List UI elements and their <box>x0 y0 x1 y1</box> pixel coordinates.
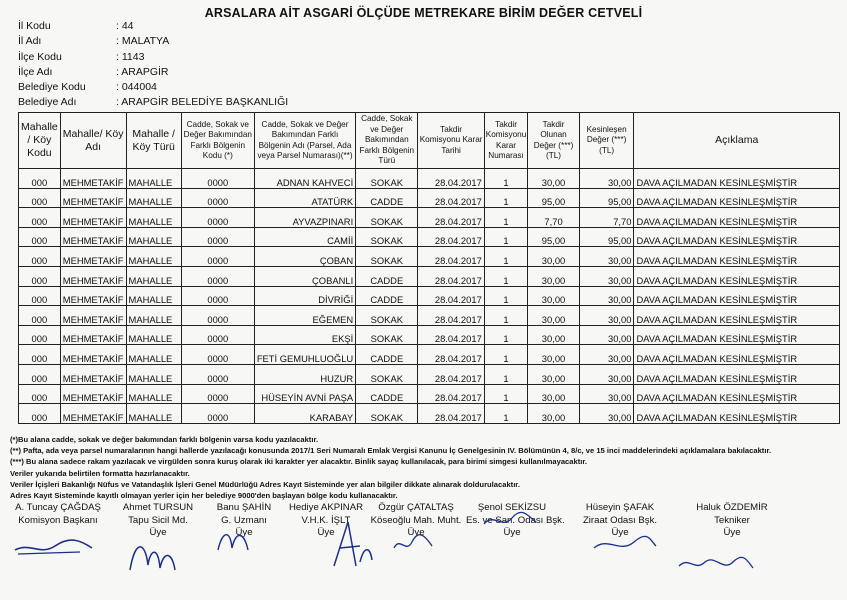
row-mahalle-turu: MAHALLE <box>126 404 181 424</box>
footnote: Adres Kayıt Sisteminde kayıtlı olmayan yerler için her belediye 9000'den başlayan bölge kodu kullanacaktır. <box>10 491 398 501</box>
signature-image <box>480 508 540 534</box>
row-mahalle-kodu: 000 <box>19 306 61 326</box>
table-row <box>19 266 840 286</box>
row-mahalle-kodu: 000 <box>19 266 61 286</box>
row-karar-tarihi: 28.04.2017 <box>418 345 484 365</box>
table-row <box>19 169 840 189</box>
row-kesin-deger: 30,00 <box>579 266 634 286</box>
row-aciklama: DAVA AÇILMADAN KESİNLEŞMİŞTİR <box>634 208 840 228</box>
signatory-role: Üye <box>149 527 167 538</box>
row-mahalle-kodu: 000 <box>19 208 61 228</box>
row-karar-no: 1 <box>484 325 528 345</box>
row-kesin-deger: 30,00 <box>579 345 634 365</box>
row-kesin-deger: 30,00 <box>579 325 634 345</box>
table-row <box>19 364 840 384</box>
row-bolge-kodu: 0000 <box>181 325 254 345</box>
row-takdir-deger: 30,00 <box>528 404 580 424</box>
row-karar-no: 1 <box>484 208 528 228</box>
row-aciklama: DAVA AÇILMADAN KESİNLEŞMİŞTİR <box>634 384 840 404</box>
row-kesin-deger: 95,00 <box>579 227 634 247</box>
header-row <box>18 80 288 95</box>
table-row <box>19 325 840 345</box>
row-karar-no: 1 <box>484 247 528 267</box>
header-label: İlçe Adı <box>18 65 53 78</box>
row-bolge-adi: HÜSEYİN AVNİ PAŞA <box>254 384 355 404</box>
table-row <box>19 247 840 267</box>
row-karar-tarihi: 28.04.2017 <box>418 169 484 189</box>
row-mahalle-kodu: 000 <box>19 227 61 247</box>
row-mahalle-kodu: 000 <box>19 404 61 424</box>
row-bolge-turu: SOKAK <box>356 247 418 267</box>
signatory-role: Üye <box>611 527 629 538</box>
signatory-role: Üye <box>723 527 741 538</box>
row-bolge-adi: ÇOBANLI <box>254 266 355 286</box>
signatory-title: Tapu Sicil Md. <box>128 514 188 526</box>
row-karar-tarihi: 28.04.2017 <box>418 325 484 345</box>
signature-image <box>10 522 100 562</box>
row-bolge-kodu: 0000 <box>181 266 254 286</box>
row-karar-no: 1 <box>484 266 528 286</box>
row-takdir-deger: 7,70 <box>528 208 580 228</box>
column-header: Takdir Komisyonu Karar Numarası <box>484 113 528 169</box>
row-bolge-turu: CADDE <box>356 188 418 208</box>
row-bolge-kodu: 0000 <box>181 247 254 267</box>
footnote: Veriler yukarıda belirtilen formatta hazırlanacaktır. <box>10 468 190 478</box>
header-value: : 1143 <box>116 50 145 63</box>
row-karar-tarihi: 28.04.2017 <box>418 188 484 208</box>
row-takdir-deger: 95,00 <box>528 188 580 208</box>
row-mahalle-adi: MEHMETAKİF <box>60 364 126 384</box>
column-header: Açıklama <box>634 113 840 169</box>
header-label: İl Adı <box>18 35 42 48</box>
signatory-title: Komisyon Başkanı <box>18 514 98 526</box>
row-mahalle-adi: MEHMETAKİF <box>60 227 126 247</box>
row-karar-tarihi: 28.04.2017 <box>418 208 484 228</box>
row-bolge-adi: AYVAZPINARI <box>254 208 355 228</box>
header-value: : MALATYA <box>116 35 170 48</box>
signatory-role: Üye <box>235 527 253 538</box>
header-label: Belediye Kodu <box>18 81 86 94</box>
row-takdir-deger: 30,00 <box>528 286 580 306</box>
row-takdir-deger: 30,00 <box>528 364 580 384</box>
row-mahalle-adi: MEHMETAKİF <box>60 325 126 345</box>
row-bolge-turu: SOKAK <box>356 169 418 189</box>
row-bolge-adi: KARABAY <box>254 404 355 424</box>
row-mahalle-adi: MEHMETAKİF <box>60 266 126 286</box>
row-karar-tarihi: 28.04.2017 <box>418 364 484 384</box>
row-bolge-turu: SOKAK <box>356 325 418 345</box>
signatory-block <box>686 502 778 540</box>
signatory-title: Tekniker <box>714 514 750 526</box>
signature-image <box>590 530 660 560</box>
row-bolge-kodu: 0000 <box>181 345 254 365</box>
row-karar-tarihi: 28.04.2017 <box>418 247 484 267</box>
column-header: Takdir Komisyonu Karar Tarihi <box>418 113 484 169</box>
footnote: (*)Bu alana cadde, sokak ve değer bakımından farklı bölgenin varsa kodu yazılacaktır. <box>10 435 319 444</box>
signatory-title: V.H.K. İŞLT <box>301 514 351 526</box>
value-table <box>18 112 840 424</box>
footnote: (***) Bu alana sadece rakam yazılacak ve virgülden sonra kuruş olarak iki karakter yer alacaktır. Binlik sayaç kullanılacak, para birimi simgesi kullanılmayacaktır. <box>10 457 588 467</box>
row-karar-tarihi: 28.04.2017 <box>418 306 484 326</box>
row-karar-no: 1 <box>484 286 528 306</box>
row-karar-no: 1 <box>484 188 528 208</box>
row-karar-no: 1 <box>484 306 528 326</box>
row-mahalle-turu: MAHALLE <box>126 247 181 267</box>
row-bolge-turu: SOKAK <box>356 364 418 384</box>
column-header: Mahalle / Köy Kodu <box>19 113 61 169</box>
row-mahalle-turu: MAHALLE <box>126 364 181 384</box>
row-bolge-adi: CAMİİ <box>254 227 355 247</box>
column-header: Kesinleşen Değer (***) (TL) <box>579 113 634 169</box>
row-bolge-kodu: 0000 <box>181 286 254 306</box>
table-row <box>19 345 840 365</box>
row-mahalle-kodu: 000 <box>19 169 61 189</box>
table-header-row <box>19 113 840 169</box>
signatory-title: G. Uzmanı <box>221 514 267 526</box>
row-mahalle-kodu: 000 <box>19 247 61 267</box>
row-takdir-deger: 95,00 <box>528 227 580 247</box>
row-karar-tarihi: 28.04.2017 <box>418 286 484 306</box>
signatory-role: Üye <box>317 527 335 538</box>
row-bolge-turu: CADDE <box>356 345 418 365</box>
row-bolge-turu: SOKAK <box>356 208 418 228</box>
row-bolge-adi: ADNAN KAHVECİ <box>254 169 355 189</box>
row-aciklama: DAVA AÇILMADAN KESİNLEŞMİŞTİR <box>634 364 840 384</box>
row-bolge-kodu: 0000 <box>181 188 254 208</box>
header-info <box>18 19 288 111</box>
row-mahalle-turu: MAHALLE <box>126 306 181 326</box>
table-body <box>19 169 840 424</box>
table-row <box>19 306 840 326</box>
row-karar-tarihi: 28.04.2017 <box>418 266 484 286</box>
row-mahalle-turu: MAHALLE <box>126 286 181 306</box>
header-row <box>18 19 288 34</box>
signature-image <box>675 550 755 578</box>
signatory-role: Üye <box>503 527 521 538</box>
row-mahalle-adi: MEHMETAKİF <box>60 169 126 189</box>
row-aciklama: DAVA AÇILMADAN KESİNLEŞMİŞTİR <box>634 404 840 424</box>
row-bolge-adi: EKŞİ <box>254 325 355 345</box>
row-bolge-kodu: 0000 <box>181 384 254 404</box>
row-kesin-deger: 30,00 <box>579 247 634 267</box>
column-header: Cadde, Sokak ve Değer Bakımından Farklı Bölgenin Kodu (*) <box>181 113 254 169</box>
row-bolge-kodu: 0000 <box>181 404 254 424</box>
row-mahalle-kodu: 000 <box>19 384 61 404</box>
row-aciklama: DAVA AÇILMADAN KESİNLEŞMİŞTİR <box>634 227 840 247</box>
row-mahalle-turu: MAHALLE <box>126 188 181 208</box>
row-bolge-kodu: 0000 <box>181 169 254 189</box>
header-value: : ARAPGİR <box>116 65 169 78</box>
row-bolge-turu: SOKAK <box>356 227 418 247</box>
row-mahalle-adi: MEHMETAKİF <box>60 286 126 306</box>
row-mahalle-kodu: 000 <box>19 188 61 208</box>
row-karar-no: 1 <box>484 345 528 365</box>
column-header: Takdir Olunan Değer (***) (TL) <box>528 113 580 169</box>
row-takdir-deger: 30,00 <box>528 247 580 267</box>
row-bolge-kodu: 0000 <box>181 208 254 228</box>
row-mahalle-adi: MEHMETAKİF <box>60 384 126 404</box>
table-row <box>19 227 840 247</box>
header-label: İlçe Kodu <box>18 50 62 63</box>
signatory-title: Ziraat Odası Bşk. <box>582 514 658 526</box>
row-bolge-turu: CADDE <box>356 266 418 286</box>
row-mahalle-turu: MAHALLE <box>126 345 181 365</box>
header-value: : 044004 <box>116 81 157 94</box>
row-takdir-deger: 30,00 <box>528 325 580 345</box>
table-row <box>19 208 840 228</box>
table-row <box>19 286 840 306</box>
header-label: Belediye Adı <box>18 96 77 109</box>
row-aciklama: DAVA AÇILMADAN KESİNLEŞMİŞTİR <box>634 188 840 208</box>
signatory-name: A. Tuncay ÇAĞDAŞ <box>15 502 101 513</box>
row-mahalle-adi: MEHMETAKİF <box>60 404 126 424</box>
signatory-name: Ahmet TURSUN <box>122 502 194 513</box>
header-row <box>18 65 288 80</box>
row-takdir-deger: 30,00 <box>528 306 580 326</box>
row-karar-no: 1 <box>484 384 528 404</box>
row-takdir-deger: 30,00 <box>528 169 580 189</box>
signatory-name: Hediye AKPINAR <box>288 502 364 513</box>
row-mahalle-adi: MEHMETAKİF <box>60 306 126 326</box>
row-aciklama: DAVA AÇILMADAN KESİNLEŞMİŞTİR <box>634 286 840 306</box>
signature-image <box>120 530 190 580</box>
row-karar-no: 1 <box>484 227 528 247</box>
row-aciklama: DAVA AÇILMADAN KESİNLEŞMİŞTİR <box>634 325 840 345</box>
footnotes <box>10 434 771 501</box>
row-bolge-adi: HUZUR <box>254 364 355 384</box>
row-mahalle-turu: MAHALLE <box>126 208 181 228</box>
signatory-name: Şenol SEKİZSU <box>477 502 547 513</box>
footnote: (**) Pafta, ada veya parsel numaralarının hangi hallerde yazılacağı konusunda 2017/1 Seri Numaralı Emlak Vergisi Kanunu İç Genelgesinin IV. Bölümünün 4, 8/c, ve 15 inci maddelerindeki açıklamalara bakılacaktır. <box>10 446 772 456</box>
row-mahalle-turu: MAHALLE <box>126 325 181 345</box>
signature-image <box>210 520 260 560</box>
row-karar-tarihi: 28.04.2017 <box>418 384 484 404</box>
row-kesin-deger: 30,00 <box>579 384 634 404</box>
row-aciklama: DAVA AÇILMADAN KESİNLEŞMİŞTİR <box>634 306 840 326</box>
row-mahalle-turu: MAHALLE <box>126 266 181 286</box>
row-kesin-deger: 95,00 <box>579 188 634 208</box>
row-bolge-turu: CADDE <box>356 384 418 404</box>
column-header: Cadde, Sokak ve Değer Bakımından Farklı Bölgenin Adı (Parsel, Ada veya Parsel Numarası)(**) <box>254 113 355 169</box>
row-bolge-turu: SOKAK <box>356 404 418 424</box>
signatory-name: Haluk ÖZDEMİR <box>696 502 768 513</box>
row-kesin-deger: 30,00 <box>579 364 634 384</box>
signatory-title: Köseoğlu Mah. Muht. <box>370 514 462 526</box>
row-bolge-kodu: 0000 <box>181 364 254 384</box>
row-karar-no: 1 <box>484 169 528 189</box>
row-mahalle-adi: MEHMETAKİF <box>60 188 126 208</box>
row-mahalle-kodu: 000 <box>19 286 61 306</box>
row-bolge-kodu: 0000 <box>181 306 254 326</box>
row-bolge-adi: ATATÜRK <box>254 188 355 208</box>
document-title: ARSALARA AİT ASGARİ ÖLÇÜDE METREKARE BİRİM DEĞER CETVELİ <box>204 6 643 20</box>
column-header: Mahalle/ Köy Adı <box>60 113 126 169</box>
row-karar-tarihi: 28.04.2017 <box>418 227 484 247</box>
row-mahalle-turu: MAHALLE <box>126 169 181 189</box>
row-aciklama: DAVA AÇILMADAN KESİNLEŞMİŞTİR <box>634 266 840 286</box>
row-kesin-deger: 30,00 <box>579 404 634 424</box>
signature-image <box>320 516 380 572</box>
row-aciklama: DAVA AÇILMADAN KESİNLEŞMİŞTİR <box>634 169 840 189</box>
signatory-name: Banu ŞAHİN <box>216 502 272 513</box>
row-mahalle-turu: MAHALLE <box>126 384 181 404</box>
column-header: Cadde, Sokak ve Değer Bakımından Farklı Bölgenin Türü <box>356 113 418 169</box>
row-bolge-adi: EĞEMEN <box>254 306 355 326</box>
row-takdir-deger: 30,00 <box>528 345 580 365</box>
table-row <box>19 188 840 208</box>
header-row <box>18 95 288 110</box>
table-row <box>19 384 840 404</box>
row-mahalle-kodu: 000 <box>19 364 61 384</box>
row-mahalle-kodu: 000 <box>19 325 61 345</box>
row-aciklama: DAVA AÇILMADAN KESİNLEŞMİŞTİR <box>634 345 840 365</box>
row-bolge-turu: CADDE <box>356 286 418 306</box>
row-kesin-deger: 7,70 <box>579 208 634 228</box>
table-row <box>19 404 840 424</box>
row-karar-no: 1 <box>484 404 528 424</box>
row-bolge-adi: DİVRİĞİ <box>254 286 355 306</box>
signature-image <box>388 528 438 558</box>
row-karar-no: 1 <box>484 364 528 384</box>
signatory-name: Hüseyin ŞAFAK <box>585 502 655 513</box>
row-karar-tarihi: 28.04.2017 <box>418 404 484 424</box>
signatory-name: Özgür ÇATALTAŞ <box>378 502 454 513</box>
row-bolge-adi: FETİ GEMUHLUOĞLU <box>254 345 355 365</box>
row-kesin-deger: 30,00 <box>579 169 634 189</box>
signatory-role: Üye <box>407 527 425 538</box>
row-takdir-deger: 30,00 <box>528 266 580 286</box>
row-aciklama: DAVA AÇILMADAN KESİNLEŞMİŞTİR <box>634 247 840 267</box>
signatory-title: Es. ve San. Odası Bşk. <box>466 514 565 526</box>
column-header: Mahalle / Köy Türü <box>126 113 181 169</box>
row-bolge-turu: SOKAK <box>356 306 418 326</box>
header-row <box>18 50 288 65</box>
header-label: İl Kodu <box>18 20 51 32</box>
header-value: : 44 <box>116 20 134 32</box>
row-takdir-deger: 30,00 <box>528 384 580 404</box>
row-kesin-deger: 30,00 <box>579 286 634 306</box>
row-bolge-adi: ÇOBAN <box>254 247 355 267</box>
footnote: Veriler İçişleri Bakanlığı Nüfus ve Vatandaşlık İşleri Genel Müdürlüğü Adres Kayıt Sisteminde yer alan bilgiler dikkate alınarak doldurulacaktır. <box>10 479 520 489</box>
row-mahalle-adi: MEHMETAKİF <box>60 345 126 365</box>
row-mahalle-adi: MEHMETAKİF <box>60 247 126 267</box>
row-mahalle-adi: MEHMETAKİF <box>60 208 126 228</box>
header-value: : ARAPGİR BELEDİYE BAŞKANLIĞI <box>116 96 289 109</box>
row-bolge-kodu: 0000 <box>181 227 254 247</box>
row-kesin-deger: 30,00 <box>579 306 634 326</box>
header-row <box>18 34 288 49</box>
row-mahalle-turu: MAHALLE <box>126 227 181 247</box>
row-mahalle-kodu: 000 <box>19 345 61 365</box>
